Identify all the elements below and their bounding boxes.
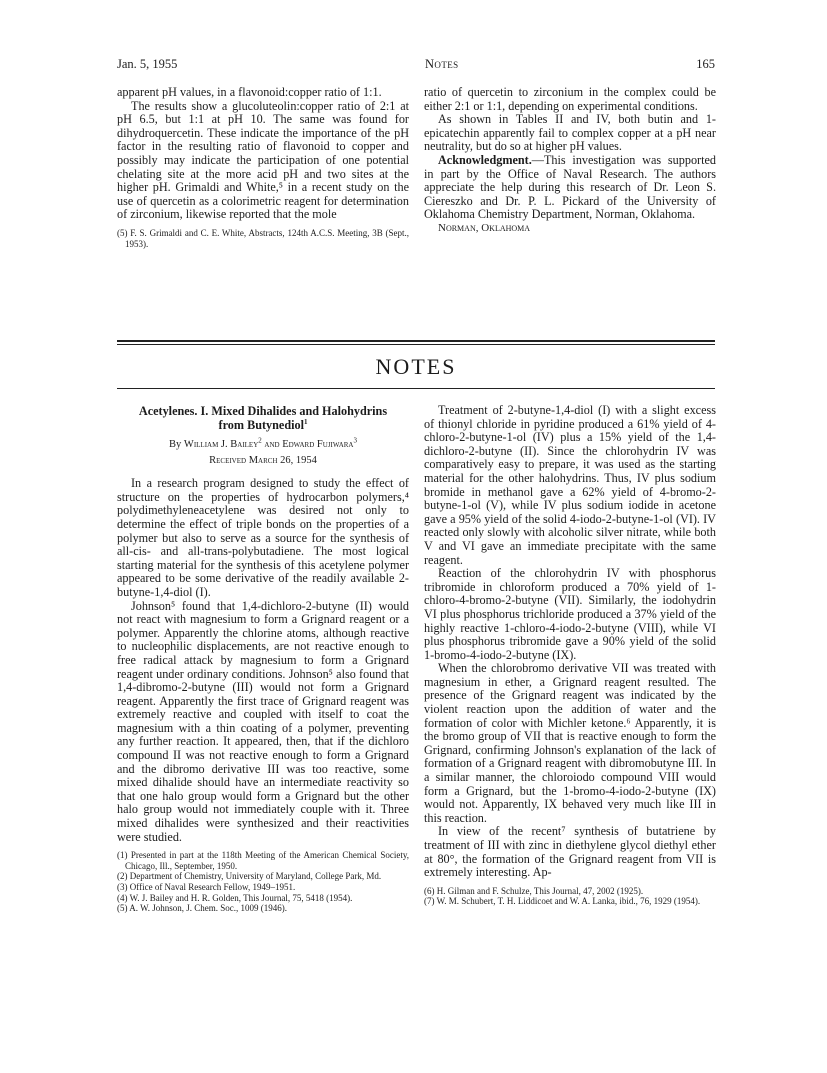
- footnote-6: (6) H. Gilman and F. Schulze, This Journal, 47, 2002 (1925).: [424, 885, 644, 896]
- footnote-5: (5) A. W. Johnson, J. Chem. Soc., 1009 (1946).: [117, 903, 288, 914]
- author-1-marker: 2: [258, 436, 262, 445]
- section-title: NOTES: [375, 354, 457, 379]
- prev-paragraph-1: apparent pH values, in a flavonoid:copper ratio of 1:1.: [117, 85, 382, 99]
- prev-paragraph-4: As shown in Tables II and IV, both butin and 1-epicatechin apparently fail to complex copper at a pH near neutrality, but do so at higher pH values.: [424, 112, 716, 154]
- prev-article-right-column: [424, 86, 716, 236]
- article-paragraph-2: Johnson⁵ found that 1,4-dichloro-2-butyne (II) would not react with magnesium to form a Grignard reagent or a polymer. Apparently the chlorine atoms, although reactive to nucleophilic displacements, are not reactive enough to free radical attack by magnesium to form a Grignard reagent under ordinary conditions. Johnson⁵ also found that 1,4-dibromo-2-butyne (III) would not form a Grignard reagent. Apparently the first trace of Grignard reagent was extremely reactive and coupled with itself to coat the magnesium with a thin coating of a polymer, preventing any further reaction. It appeared, then, that if the dichloro compound II was not reactive enough to form a Grignard and the dibromo derivative III was too reactive, some mixed dihalide should have an intermediate reactivity so that one halo group would form a Grignard but the other halo group would not immediately couple with it. Three mixed dihalides were synthesized and their reactivities were studied.: [117, 598, 409, 844]
- title-footnote-marker: 1: [303, 417, 308, 426]
- footnote-4: (4) W. J. Bailey and H. R. Golden, This Journal, 75, 5418 (1954).: [117, 892, 353, 903]
- byline: [117, 438, 409, 452]
- prev-paragraph-3: ratio of quercetin to zirconium in the complex could be either 2:1 or 1:1, depending on experimental conditions.: [424, 85, 716, 113]
- prev-footnotes: [117, 228, 409, 249]
- author-2-marker: 3: [353, 436, 357, 445]
- footnote-2: (2) Department of Chemistry, University of Maryland, College Park, Md.: [117, 871, 382, 882]
- byline-and: and: [264, 439, 280, 450]
- article-title-line1: Acetylenes. I. Mixed Dihalides and Halohydrins: [138, 404, 388, 418]
- article-title-line2: from Butynediol: [218, 418, 304, 432]
- acknowledgment-text: —This investigation was supported in part by the Office of Naval Research. The authors appreciate the help during this research of Dr. Leon S. Ciereszko and Dr. P. L. Pickard of the University of Oklahoma Chemistry Department, Norman, Oklahoma.: [424, 152, 716, 222]
- article-left-column: [117, 404, 409, 914]
- byline-prefix: By: [169, 439, 182, 450]
- article-paragraph-3: Treatment of 2-butyne-1,4-diol (I) with a slight excess of thionyl chloride in pyridine produced a 61% yield of 4-chloro-2-butyne-1-ol (IV) plus a 15% yield of the 1,4-dichloro-2-butyne (II). Since the chlorohydrin IV was comparatively easy to prepare, it was used as the starting material for the other halohydrins. Thus, IV plus sodium bromide in methanol gave a 62% yield of 4-bromo-2-butyne-1-ol (V), while IV plus sodium iodide in acetone gave a 95% yield of the solid 4-iodo-2-butyne-1-ol (VI). IV reacted only slowly with alcoholic silver nitrate, while both V and VI gave an immediate precipitate with the same reagent.: [424, 403, 716, 567]
- article-paragraph-1: In a research program designed to study the effect of structure on the properties of hydrocarbon polymers,⁴ polydimethyleneacetylene was desired not only to determine the effect of triple bonds on the properties of a polymer but also to serve as a source for the synthesis of all-cis- and all-trans-polybutadiene. The most logical starting material for the synthesis of this acetylene polymer appeared to be some derivative of the readily available 2-butyne-1,4-diol (I).: [117, 476, 409, 599]
- section-rule-top: [117, 340, 715, 342]
- section-rule-bottom: [117, 388, 715, 389]
- section-rule-top-thin: [117, 344, 715, 345]
- affiliation-place: Norman, Oklahoma: [438, 221, 531, 234]
- received-date: Received March 26, 1954: [209, 454, 317, 466]
- article-footnotes-left: [117, 850, 409, 914]
- article-title: [117, 404, 409, 432]
- running-head: [117, 57, 715, 73]
- author-1: William J. Bailey: [183, 439, 259, 450]
- acknowledgment-heading: Acknowledgment.: [438, 152, 532, 167]
- footnote-3: (3) Office of Naval Research Fellow, 1949–1951.: [117, 882, 296, 892]
- article-footnotes-right: [424, 886, 716, 907]
- article-right-column: [424, 404, 716, 907]
- article-paragraph-6: In view of the recent⁷ synthesis of butatriene by treatment of III with zinc in diethylene glycol diethyl ether at 80°, the formation of the Grignard reagent from VII is extremely interesting. Ap-: [424, 824, 716, 880]
- article-paragraph-5: When the chlorobromo derivative VII was treated with magnesium in ether, a Grignard reagent resulted. The presence of the Grignard reagent was indicated by the violent reaction upon the addition of water and the formation of color with Michler ketone.⁶ Apparently, it is the bromo group of VII that is reactive enough to form the Grignard, confirming Johnson's explanation of the lack of formation of a Grignard reagent with dibromobutyne III. In a similar manner, the chloroiodo compound VIII would form a Grignard, but the 1-bromo-4-iodo-2-butyne (IX) would not. Apparently, IX behaved very much like III in this reaction.: [424, 661, 716, 825]
- header-date: Jan. 5, 1955: [117, 57, 178, 71]
- header-page-number: 165: [696, 57, 715, 71]
- footnote-7: (7) W. M. Schubert, T. H. Liddicoet and W. A. Lanka, ibid., 76, 1929 (1954).: [424, 896, 701, 907]
- header-section: Notes: [425, 57, 459, 71]
- article-paragraph-4: Reaction of the chlorohydrin IV with phosphorus tribromide in chloroform produced a 70% yield of 1-chloro-4-bromo-2-butyne (VII). Similarly, the iodohydrin VI plus phosphorus trichloride produced a 37% yield of the highly reactive 1-chloro-4-iodo-2-butyne (VIII), while VI plus phosphorus tribromide gave a 90% yield of the solid 1-bromo-4-iodo-2-butyne (IX).: [424, 566, 716, 662]
- prev-article-left-column: [117, 86, 409, 249]
- footnote-1: (1) Presented in part at the 118th Meeting of the American Chemical Society, Chicago, Ill., September, 1950.: [117, 850, 409, 871]
- prev-paragraph-2: The results show a glucoluteolin:copper ratio of 2:1 at pH 6.5, but 1:1 at pH 10. The same was found for dihydroquercetin. These indicate the importance of the pH factor in the resulting ratio of flavonoid to copper and possibly may indicate the participation of one potential chelating site at the more acid pH and two sites at the higher pH. Grimaldi and White,⁵ in a recent study on the use of quercetin as a colorimetric reagent for determination of zirconium, likewise reported that the mole: [117, 98, 409, 222]
- acknowledgment-paragraph: [424, 154, 716, 222]
- prev-footnote-5: (5) F. S. Grimaldi and C. E. White, Abstracts, 124th A.C.S. Meeting, 3B (Sept., 1953).: [117, 227, 409, 249]
- author-2: Edward Fujiwara: [282, 439, 354, 450]
